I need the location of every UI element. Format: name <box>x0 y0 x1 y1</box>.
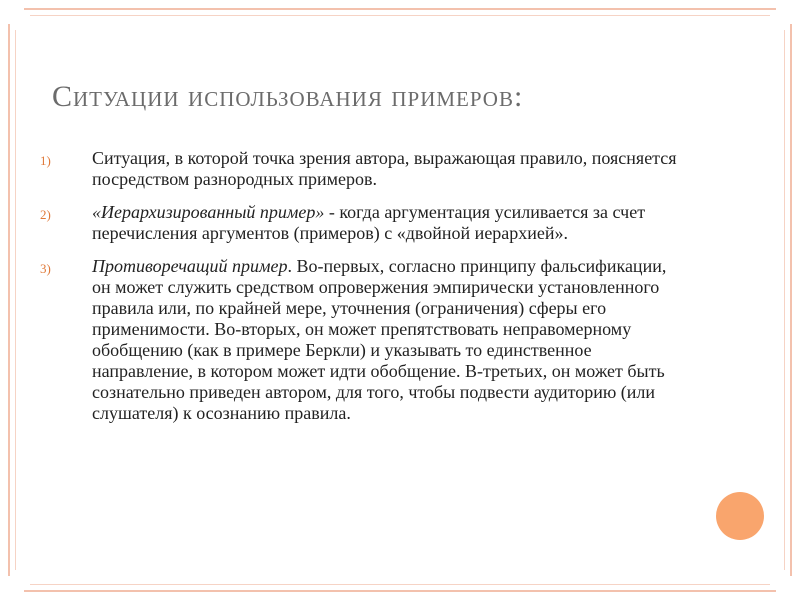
list-item-text: . Во-первых, согласно принципу фальсификации, он может служить средством опровержения эмпирически установленного правила или, по крайней мере, уточнения (ограничения) сферы его применимости. Во-вторых, он может препятствовать неправомерному обобщению (как в примере Беркли) и указывать то единственное направление, в котором может идти обобщение. В-третьих, он может быть сознательно приведен автором, для того, чтобы подвести аудиторию (или слушателя) к осознанию правила. <box>92 256 667 423</box>
numbered-list <box>40 148 680 436</box>
list-item-text: Ситуация, в которой точка зрения автора, выражающая правило, поясняется посредством разнородных примеров. <box>92 148 677 189</box>
frame-bottom-inner-line <box>30 584 770 585</box>
list-item-text: - когда аргументация усиливается за счет перечисления аргументов (примеров) с «двойной иерархией». <box>92 202 646 243</box>
frame-right-inner-line <box>784 30 785 570</box>
frame-top-line <box>24 8 776 10</box>
list-number: 3) <box>40 261 51 276</box>
slide-title: Ситуации использования примеров: <box>52 80 524 113</box>
list-item-emphasis: «Иерархизированный пример» <box>92 202 325 222</box>
frame-right-line <box>790 24 792 576</box>
list-number: 2) <box>40 207 51 222</box>
decorative-circle <box>716 492 764 540</box>
list-item <box>40 202 680 244</box>
frame-top-inner-line <box>30 15 770 16</box>
list-number: 1) <box>40 153 51 168</box>
frame-left-line <box>8 24 10 576</box>
list-item <box>40 256 680 424</box>
list-item <box>40 148 680 190</box>
frame-left-inner-line <box>15 30 16 570</box>
list-item-emphasis: Противоречащий пример <box>92 256 288 276</box>
frame-bottom-line <box>24 590 776 592</box>
